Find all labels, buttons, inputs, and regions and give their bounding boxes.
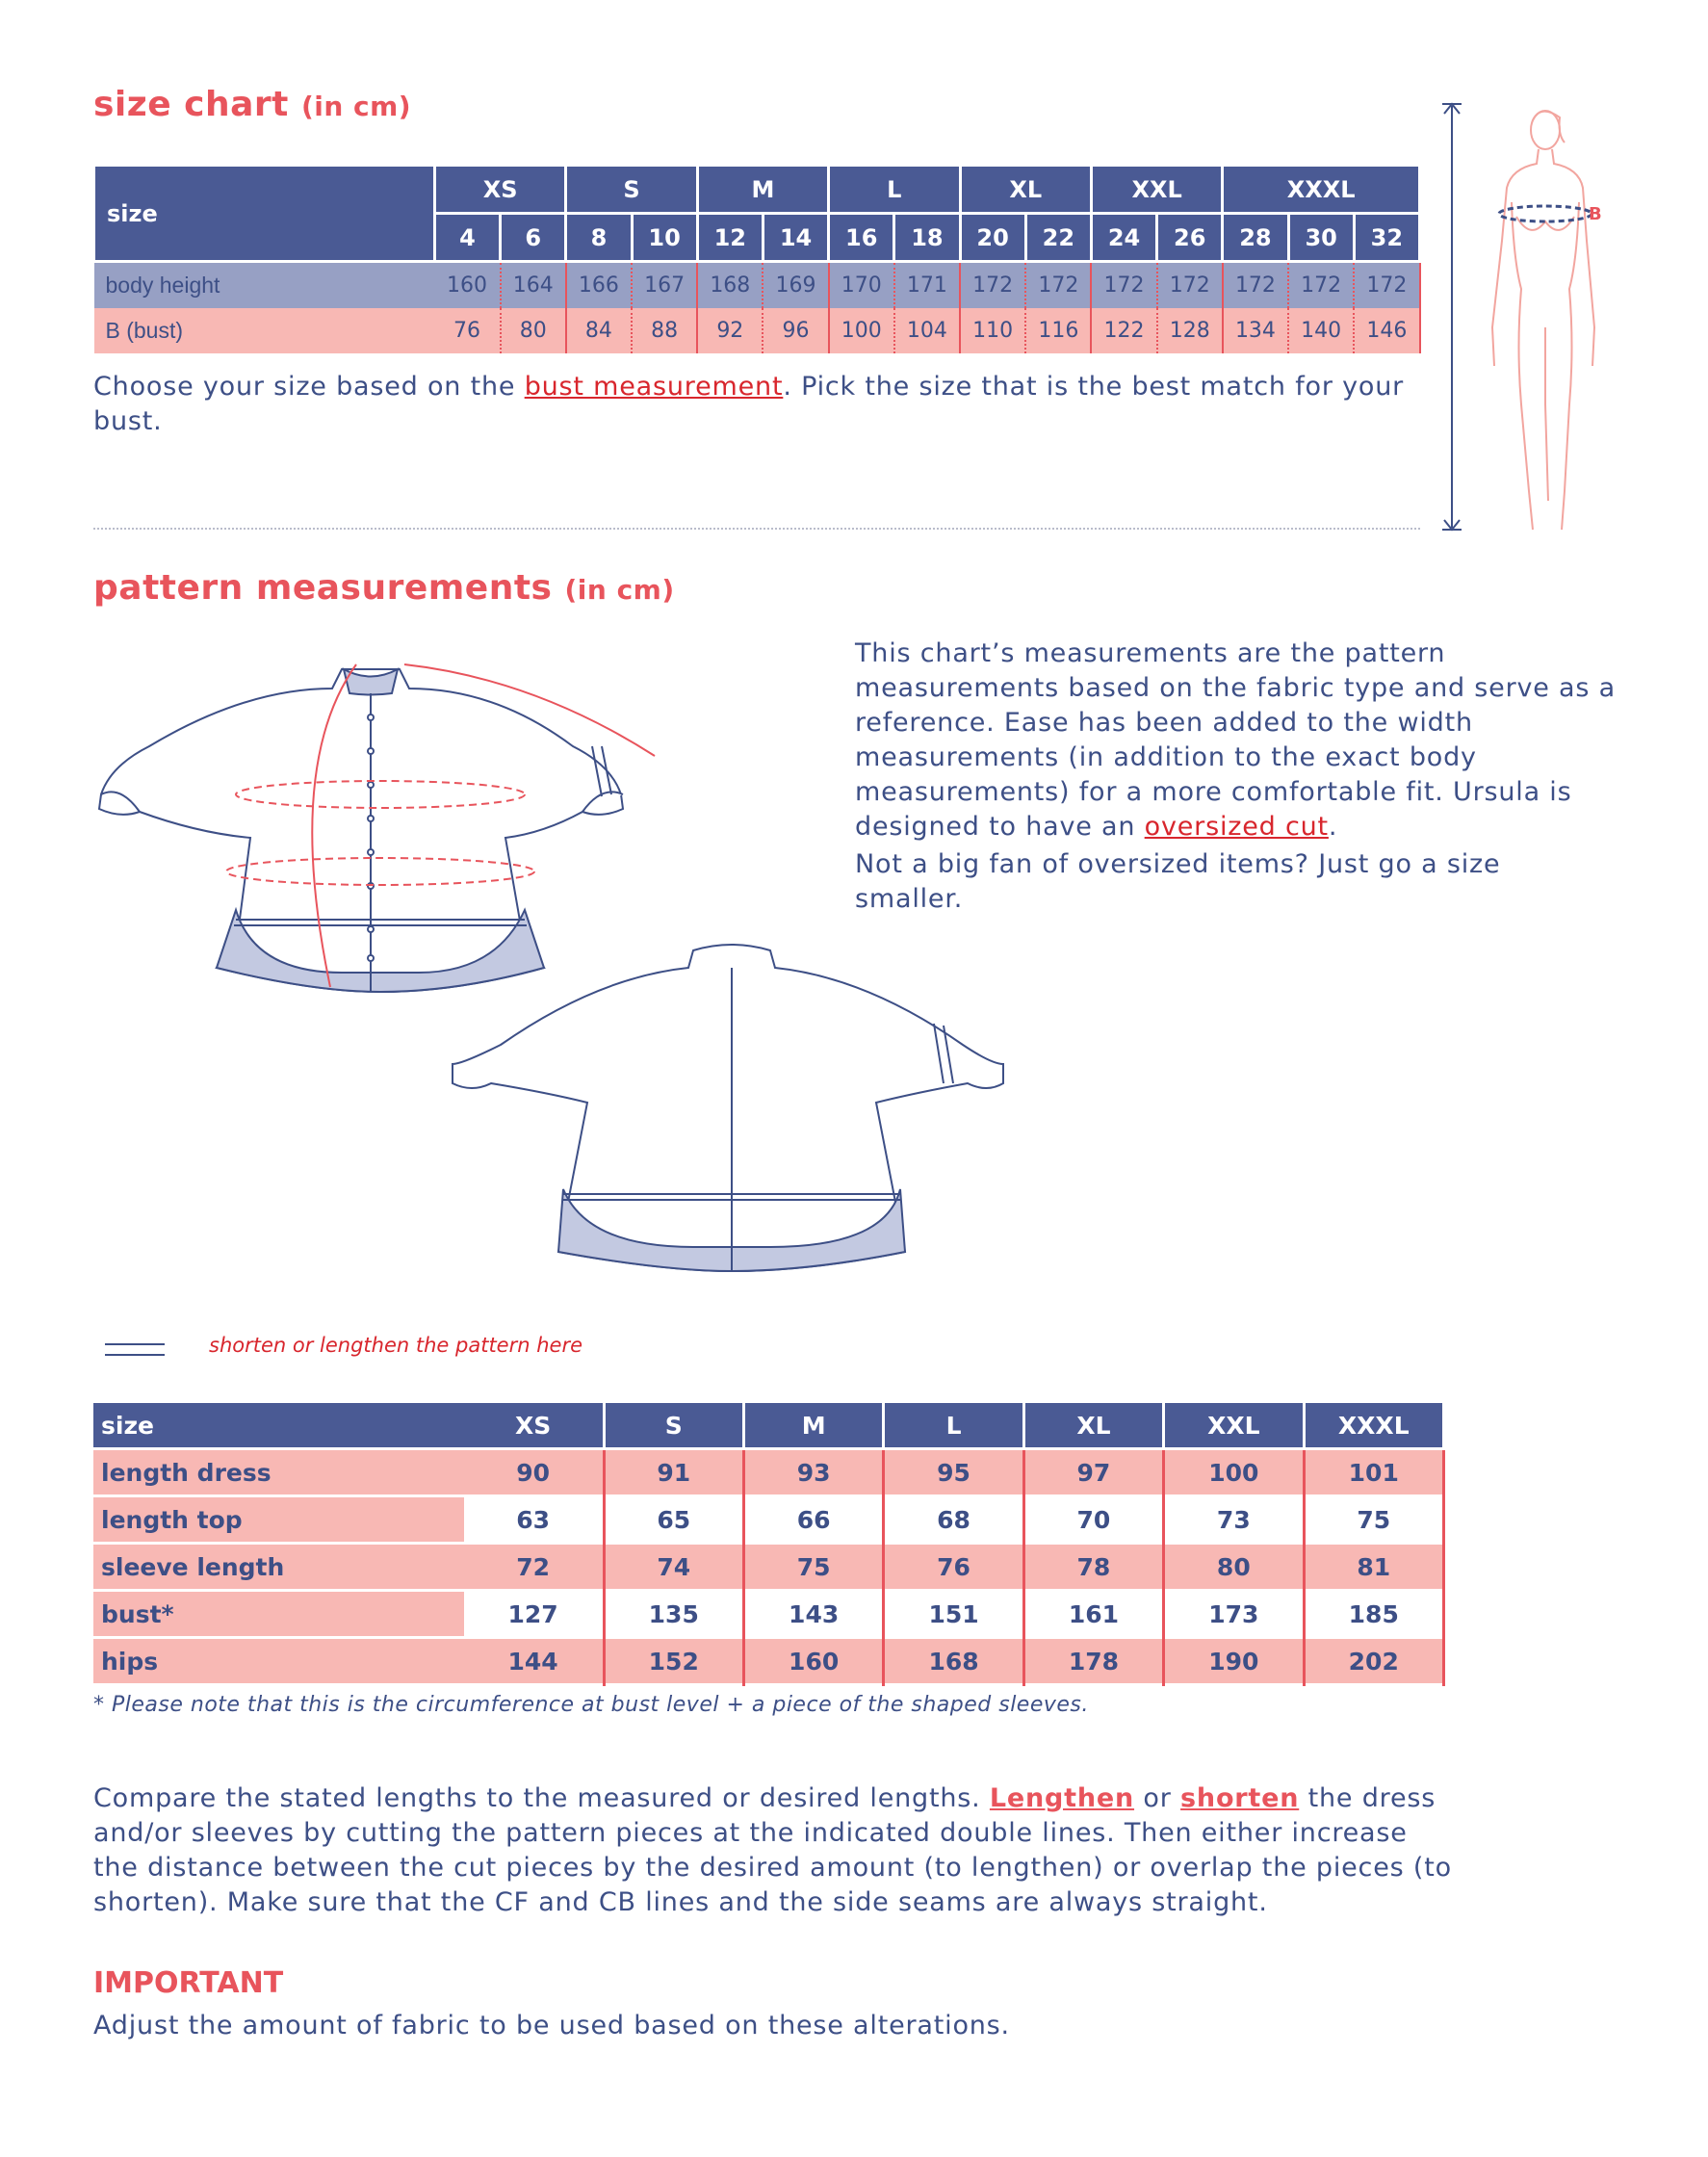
pattern-title — [93, 568, 675, 608]
body-height-cell: 172 — [1091, 262, 1156, 309]
group-s: S — [566, 166, 697, 214]
measurement-value: 161 — [1023, 1591, 1163, 1638]
size-header-cell: XXL — [1164, 1403, 1304, 1449]
measurement-value: 101 — [1304, 1449, 1443, 1496]
bust-cell: 92 — [697, 308, 763, 353]
measurement-value: 65 — [604, 1496, 743, 1544]
measurement-value: 95 — [884, 1449, 1023, 1496]
bust-cell: 146 — [1354, 308, 1419, 353]
group-xxl: XXL — [1091, 166, 1222, 214]
size-header-cell: L — [884, 1403, 1023, 1449]
pattern-title-text: pattern measurements — [93, 568, 553, 608]
body-height-cell: 166 — [566, 262, 632, 309]
bust-cell: 76 — [434, 308, 500, 353]
size-note — [93, 370, 1441, 439]
size-header-cell: XXXL — [1304, 1403, 1443, 1449]
description-end: . — [1328, 812, 1338, 842]
measurement-value: 70 — [1023, 1496, 1163, 1544]
bust-row — [94, 308, 1420, 353]
bust-cell: 88 — [632, 308, 697, 353]
measurement-value: 97 — [1023, 1449, 1163, 1496]
size-chart-title — [93, 85, 411, 124]
measurement-row — [93, 1449, 1444, 1496]
size-column-header: size — [93, 1403, 464, 1449]
size-header-cell: M — [743, 1403, 883, 1449]
body-height-cell: 172 — [1223, 262, 1288, 309]
bust-cell: 100 — [829, 308, 894, 353]
size-number-cell: 8 — [566, 214, 632, 262]
size-note-text-end: . Pick the size that is the best match for your bust. — [93, 372, 1405, 436]
body-height-cell: 172 — [1288, 262, 1354, 309]
size-header-cell: S — [604, 1403, 743, 1449]
lengthen-link[interactable]: Lengthen — [989, 1783, 1135, 1813]
size-chart-table — [92, 164, 1421, 353]
measurement-row — [93, 1544, 1444, 1591]
measurement-label: hips — [93, 1638, 464, 1685]
bust-label: B (bust) — [94, 308, 435, 353]
compare-text-2: or — [1134, 1783, 1181, 1813]
measurement-value: 78 — [1023, 1544, 1163, 1591]
bust-cell: 116 — [1025, 308, 1091, 353]
measurement-value: 68 — [884, 1496, 1023, 1544]
size-number-cell: 24 — [1091, 214, 1156, 262]
measurement-value: 74 — [604, 1544, 743, 1591]
measurement-value: 202 — [1304, 1638, 1443, 1685]
oversized-cut-link[interactable]: oversized cut — [1144, 812, 1329, 842]
measurement-label: length top — [93, 1496, 464, 1544]
body-height-cell: 171 — [894, 262, 960, 309]
bust-cell: 96 — [763, 308, 828, 353]
bust-cell: 128 — [1157, 308, 1223, 353]
group-l: L — [829, 166, 960, 214]
bust-cell: 122 — [1091, 308, 1156, 353]
bust-cell: 80 — [501, 308, 566, 353]
group-m: M — [697, 166, 828, 214]
back-garment-illustration — [443, 939, 1021, 1295]
size-number-cell: 26 — [1157, 214, 1223, 262]
figure-b-label: B — [1589, 204, 1602, 224]
bust-cell: 104 — [894, 308, 960, 353]
measurement-value: 151 — [884, 1591, 1023, 1638]
pattern-table-header — [93, 1403, 1444, 1449]
measurement-value: 66 — [743, 1496, 883, 1544]
size-note-text: Choose your size based on the — [93, 372, 525, 402]
size-number-cell: 10 — [632, 214, 697, 262]
legend-text: shorten or lengthen the pattern here — [209, 1334, 582, 1357]
measurement-value: 178 — [1023, 1638, 1163, 1685]
body-height-cell: 172 — [1157, 262, 1223, 309]
size-number-cell: 30 — [1288, 214, 1354, 262]
body-height-cell: 172 — [1354, 262, 1419, 309]
size-header: size — [94, 166, 435, 262]
shorten-link[interactable]: shorten — [1180, 1783, 1300, 1813]
measurement-row — [93, 1638, 1444, 1685]
measurement-value: 185 — [1304, 1591, 1443, 1638]
measurement-value: 80 — [1164, 1544, 1304, 1591]
measurement-row — [93, 1496, 1444, 1544]
measurement-value: 76 — [884, 1544, 1023, 1591]
size-number-cell: 32 — [1354, 214, 1419, 262]
important-text: Adjust the amount of fabric to be used based on these alterations. — [93, 2011, 1010, 2040]
measurement-value: 93 — [743, 1449, 883, 1496]
size-number-cell: 14 — [763, 214, 828, 262]
measurement-value: 144 — [464, 1638, 604, 1685]
footnote: * Please note that this is the circumference at bust level + a piece of the shaped sleeves. — [93, 1693, 1089, 1717]
measurement-value: 81 — [1304, 1544, 1443, 1591]
pattern-description-2: Not a big fan of oversized items? Just go a size smaller. — [855, 849, 1501, 914]
compare-paragraph — [93, 1781, 1461, 1920]
measurement-value: 190 — [1164, 1638, 1304, 1685]
body-figure-icon — [1425, 96, 1608, 539]
measurement-value: 168 — [884, 1638, 1023, 1685]
pattern-description — [855, 637, 1616, 845]
body-height-label: body height — [94, 262, 435, 309]
group-xxxl: XXXL — [1223, 166, 1420, 214]
measurement-value: 127 — [464, 1591, 604, 1638]
size-number-cell: 4 — [434, 214, 500, 262]
measurement-value: 152 — [604, 1638, 743, 1685]
body-height-cell: 160 — [434, 262, 500, 309]
size-number-cell: 12 — [697, 214, 763, 262]
pattern-unit: (in cm) — [564, 574, 675, 606]
body-height-cell: 167 — [632, 262, 697, 309]
body-height-cell: 172 — [1025, 262, 1091, 309]
size-number-cell: 18 — [894, 214, 960, 262]
size-chart-unit: (in cm) — [300, 91, 412, 122]
body-height-cell: 170 — [829, 262, 894, 309]
size-number-cell: 22 — [1025, 214, 1091, 262]
size-chart-title-text: size chart — [93, 85, 289, 124]
body-height-cell: 164 — [501, 262, 566, 309]
bust-cell: 134 — [1223, 308, 1288, 353]
section-divider — [93, 528, 1420, 530]
size-header-cell: XL — [1023, 1403, 1163, 1449]
measurement-value: 160 — [743, 1638, 883, 1685]
size-number-cell: 6 — [501, 214, 566, 262]
size-number-cell: 28 — [1223, 214, 1288, 262]
pattern-table — [93, 1403, 1445, 1686]
measurement-value: 100 — [1164, 1449, 1304, 1496]
measurement-label: bust* — [93, 1591, 464, 1638]
compare-text-3: the dress and/or sleeves by cutting the pattern pieces at the indicated double lines. Then either increase the distance between the cut pieces by the desired amount (to lengthen) or overlap the pieces (to shorten). Make sure that the CF and CB lines and the side seams are always straight. — [93, 1783, 1452, 1917]
size-number-cell: 16 — [829, 214, 894, 262]
body-height-cell: 169 — [763, 262, 828, 309]
body-height-cell: 172 — [960, 262, 1025, 309]
important-title: IMPORTANT — [93, 1966, 284, 2000]
measurement-label: sleeve length — [93, 1544, 464, 1591]
measurement-value: 75 — [1304, 1496, 1443, 1544]
measurement-row — [93, 1591, 1444, 1638]
body-height-row — [94, 262, 1420, 309]
bust-measurement-link[interactable]: bust measurement — [524, 372, 784, 402]
double-line-icon — [105, 1343, 165, 1356]
measurement-value: 143 — [743, 1591, 883, 1638]
group-xs: XS — [434, 166, 565, 214]
pattern-table-body — [93, 1449, 1444, 1685]
measurement-value: 73 — [1164, 1496, 1304, 1544]
bust-cell: 140 — [1288, 308, 1354, 353]
measurement-value: 90 — [464, 1449, 604, 1496]
measurement-value: 135 — [604, 1591, 743, 1638]
measurement-label: length dress — [93, 1449, 464, 1496]
bust-cell: 110 — [960, 308, 1025, 353]
measurement-value: 72 — [464, 1544, 604, 1591]
size-header-cell: XS — [464, 1403, 604, 1449]
body-height-cell: 168 — [697, 262, 763, 309]
description-text: This chart’s measurements are the pattern measurements based on the fabric type and serve as a reference. Ease has been added to the width measurements (in addition to the exact body measurements) for a more comfortable fit. Ursula is designed to have an — [855, 638, 1616, 842]
group-xl: XL — [960, 166, 1091, 214]
bust-cell: 84 — [566, 308, 632, 353]
measurement-value: 63 — [464, 1496, 604, 1544]
measurement-value: 75 — [743, 1544, 883, 1591]
size-number-cell: 20 — [960, 214, 1025, 262]
measurement-value: 91 — [604, 1449, 743, 1496]
measurement-value: 173 — [1164, 1591, 1304, 1638]
compare-text-1: Compare the stated lengths to the measured or desired lengths. — [93, 1783, 990, 1813]
